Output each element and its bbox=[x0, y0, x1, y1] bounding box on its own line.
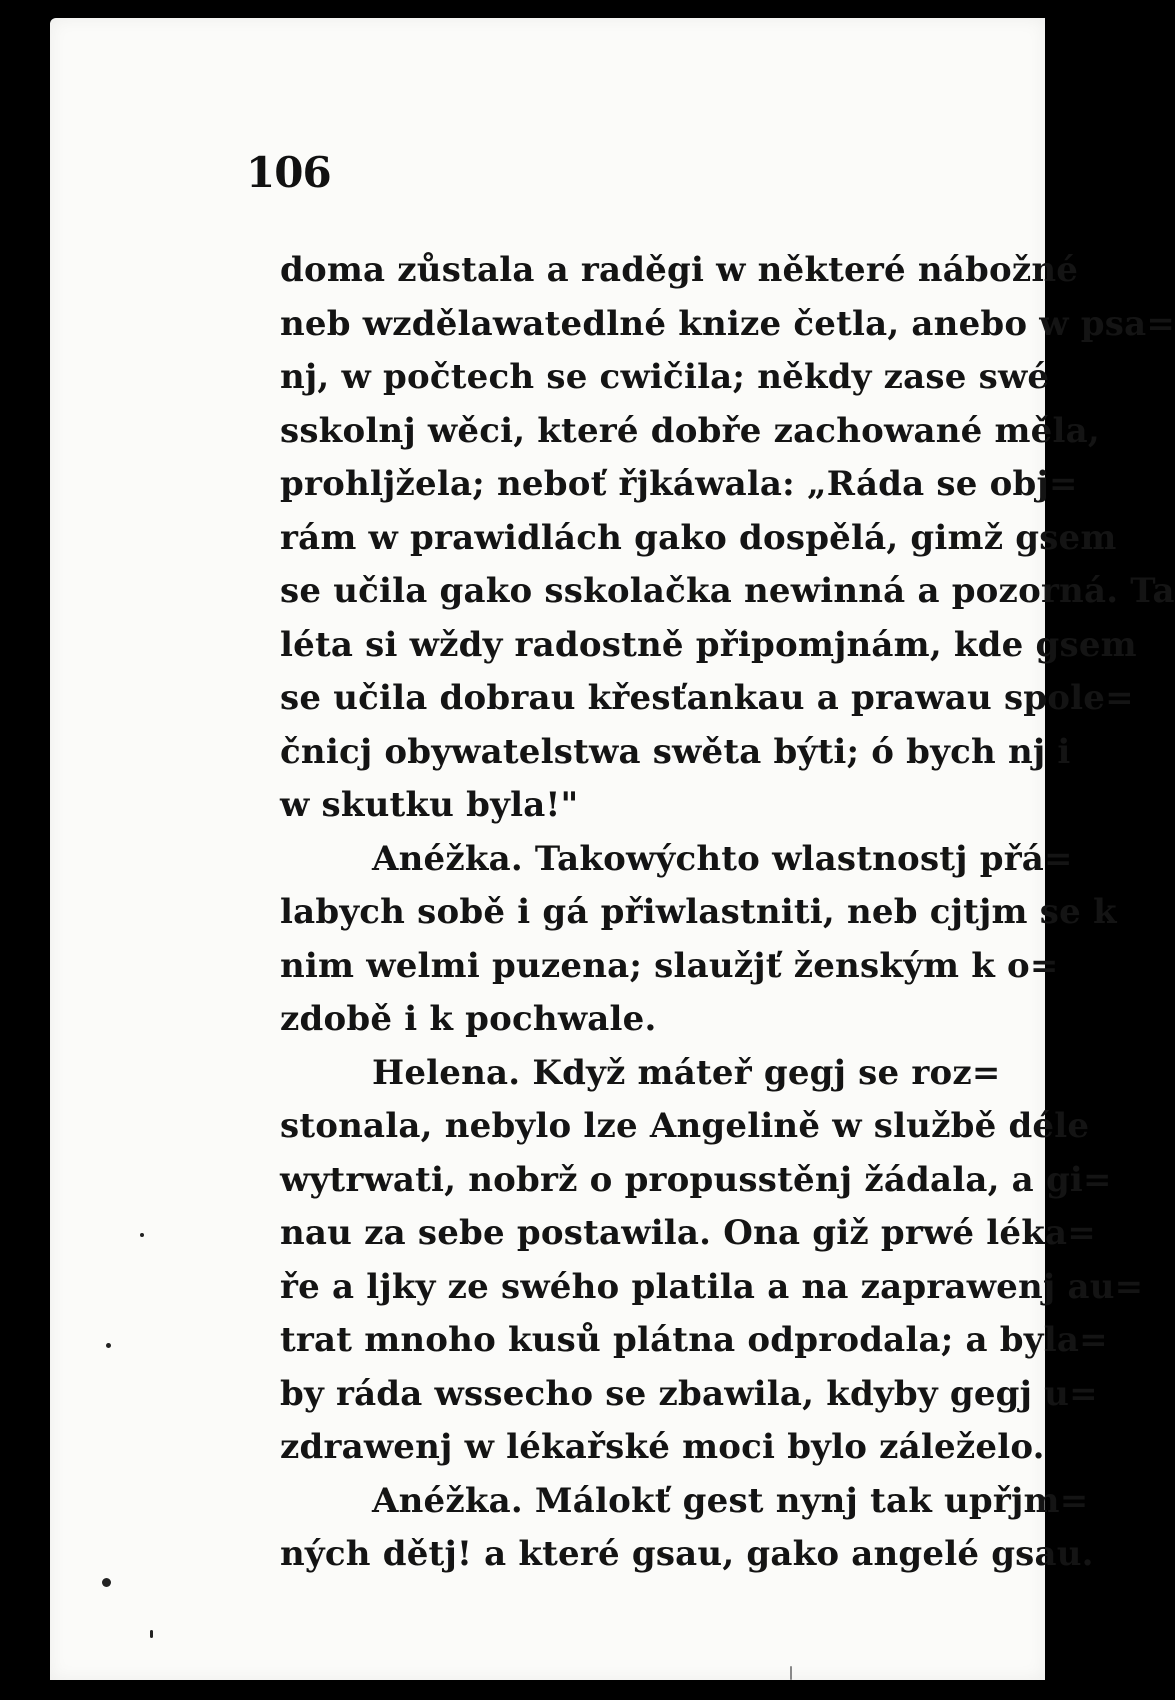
text-line: trat mnoho kusů plátna odprodala; a byla= bbox=[280, 1320, 1108, 1360]
text-line: se učila gako sskolačka newinná a pozorná. Ta bbox=[280, 571, 1175, 611]
text-line: ných dětj! a které gsau, gako angelé gsau. bbox=[280, 1534, 1094, 1574]
text-line: sskolnj wěci, které dobře zachowané měla, bbox=[280, 410, 1100, 451]
scan-speck bbox=[790, 1666, 792, 1680]
speaker-line-helena: Helena. Když máteř gegj se roz= bbox=[372, 1052, 1001, 1093]
scan-speck bbox=[150, 1630, 153, 1638]
text-line: ře a ljky ze swého platila a na zaprawenj au= bbox=[280, 1266, 1144, 1307]
text-line: nj, w počtech se cwičila; někdy zase swé bbox=[280, 357, 1050, 397]
text-line: labych sobě i gá přiwlastniti, neb cjtjm se k bbox=[280, 892, 1117, 932]
speaker-line-anezka: Anéžka. Málokť gest nynj tak upřjm= bbox=[372, 1480, 1089, 1521]
page-number: 106 bbox=[246, 148, 331, 197]
text-line: nau za sebe postawila. Ona giž prwé lékа= bbox=[280, 1213, 1096, 1253]
text-line: zdobě i k pochwale. bbox=[280, 999, 657, 1039]
text-line: by ráda wssecho se zbawila, kdyby gegj u= bbox=[280, 1373, 1098, 1414]
text-line: neb wzdělawatedlné knize četla, anebo w psa= bbox=[280, 303, 1175, 344]
text-line: rám w prawidlách gako dospělá, gimž gsem bbox=[280, 517, 1117, 558]
text-line: zdrawenj w lékařské moci bylo záleželo. bbox=[280, 1427, 1045, 1467]
text-line: se učila dobrau křesťankau a prawau spole= bbox=[280, 678, 1134, 718]
speaker-line-anezka: Anéžka. Takowýchto wlastnostj přá= bbox=[372, 838, 1073, 879]
scan-speck bbox=[102, 1578, 111, 1587]
text-line: wytrwati, nobrž o propusstěnj žádala, a gi= bbox=[280, 1159, 1112, 1200]
text-line: w skutku byla!" bbox=[280, 785, 579, 825]
text-line: léta si wždy radostně připomjnám, kde gsem bbox=[280, 624, 1137, 665]
scan-speck bbox=[140, 1233, 144, 1237]
book-page bbox=[50, 18, 1175, 1680]
body-text bbox=[280, 244, 1175, 1582]
text-line: doma zůstala a raděgi w některé nábožné bbox=[280, 250, 1079, 290]
text-line: prohljžela; neboť řjkáwala: „Ráda se obj= bbox=[280, 464, 1078, 504]
text-line: nim welmi puzena; slaužjť ženským k o= bbox=[280, 945, 1059, 986]
text-line: čnicj obywatelstwa swěta býti; ó bych nj i bbox=[280, 731, 1071, 772]
text-line: stonala, nebylo lze Angelině w službě déle bbox=[280, 1106, 1090, 1146]
scan-speck bbox=[106, 1343, 111, 1348]
